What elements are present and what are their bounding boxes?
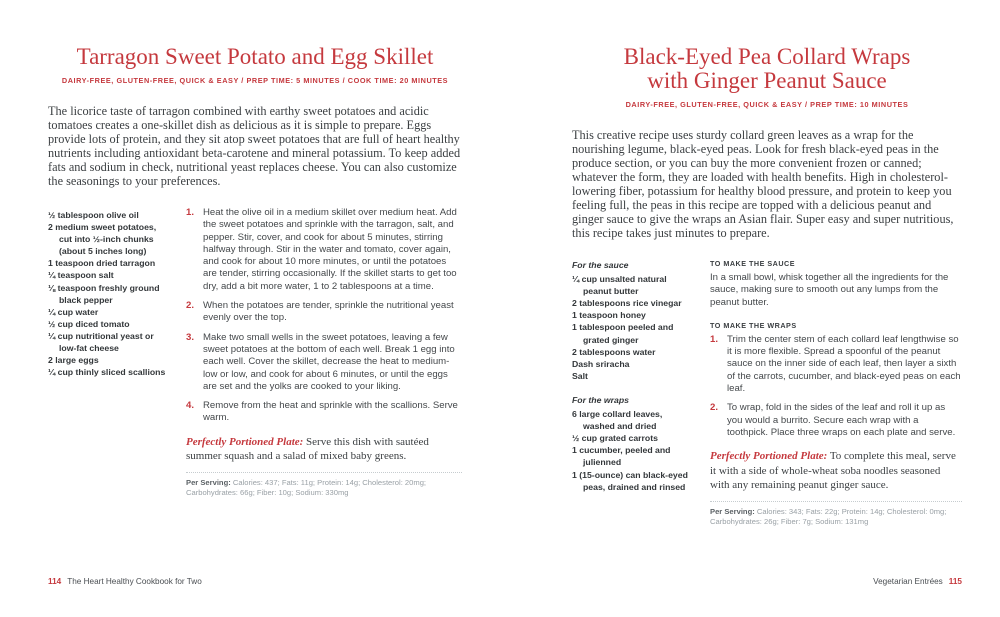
ingredient-item: Salt [572, 370, 588, 381]
ingredients-column-right [572, 259, 694, 527]
ingredient-item: ¼ cup water [48, 306, 99, 317]
make-sauce-heading: TO MAKE THE SAUCE [710, 259, 796, 268]
page-left [48, 45, 462, 498]
ingredient-item: 6 large collard leaves, washed and dried [572, 409, 663, 432]
wraps-ingredients-list [572, 408, 694, 493]
step-item [186, 300, 462, 325]
step-number: 2. [710, 402, 719, 414]
step-text: Heat the olive oil in a medium skillet over medium heat. Add the sweet potatoes and sprinkle with the tarragon, salt, and pepper. Stir, cover, and cook for about 5 minutes, stirring halfway through. Stir in the water and tomato, cover again, and cook for about 10 more minutes, or until the potatoes are tender, stirring occasionally. If the skillet starts to get too dry, add a bit more water, 1 to 2 tablespoons at a time. [203, 207, 457, 292]
recipe-intro-left: The licorice taste of tarragon combined with earthy sweet potatoes and acidic tomatoes creates a one-skillet dish as delicious as it is simple to prepare. Eggs provide lots of protein, and they sit atop sweet potatoes that are full of heart healthy nutrients including antioxidant beta-carotene and mineral potassium. To keep added fats and sodium in check, nutritional yeast replaces cheese. You can also customize the seasonings to your preferences. [48, 104, 461, 188]
step-text: To wrap, fold in the sides of the leaf and roll it up as you would a burrito. Secure each wrap with a toothpick. Place three wraps on each plate and serve. [727, 402, 956, 438]
ingredient-item: 2 tablespoons rice vinegar [572, 298, 682, 309]
step-text: Remove from the heat and sprinkle with the scallions. Serve warm. [203, 400, 458, 424]
plate-note-right [710, 449, 962, 493]
step-text: Make two small wells in the sweet potatoes, leaving a few sweet potatoes at the bottom of each well. Break 1 egg into each well. Cover the skillet, decrease the heat to medium-low or low, and cook for about 6 minutes, or until the eggs are set and the yolks are cooked to your liking. [203, 331, 455, 392]
ingredient-item: ¼ cup thinly sliced scallions [48, 367, 166, 378]
make-sauce-text: In a small bowl, whisk together all the ingredients for the sauce, making sure to smooth out any lumps from the peanut butter. [710, 272, 949, 308]
steps-list-left [186, 207, 462, 425]
step-text: Trim the center stem of each collard leaf lengthwise so it is more flexible. Spread a spoonful of the peanut sauce on the inner side of each leaf, then layer a sixth of the carrots, cucumber, and black-eyed peas on each leaf. [727, 333, 961, 395]
ingredient-item: ¼ cup nutritional yeast or low-fat cheese [48, 330, 154, 354]
recipe-title-line2: with Ginger Peanut Sauce [647, 68, 887, 93]
step-item [710, 334, 962, 395]
step-number: 4. [186, 400, 195, 412]
ingredient-item: ½ cup diced tomato [48, 318, 130, 329]
ingredients-list-left [48, 209, 170, 378]
wavy-divider [48, 194, 462, 199]
step-item [186, 207, 462, 293]
page-right [572, 45, 962, 527]
diet-tags-right: DAIRY-FREE, GLUTEN-FREE, QUICK & EASY / PREP TIME: 10 MINUTES [625, 100, 909, 109]
step-number: 2. [186, 300, 195, 312]
recipe-title-left: Tarragon Sweet Potato and Egg Skillet [76, 44, 434, 69]
footer-left [48, 577, 202, 586]
page-number-left: 114 [48, 577, 62, 586]
footer-right [873, 577, 962, 586]
per-serving-label: Per Serving: [186, 477, 231, 487]
ingredient-item: ½ tablespoon olive oil [48, 210, 139, 220]
ingredient-item: ¼ cup unsalted natural peanut butter [572, 274, 667, 297]
instructions-column-right [710, 259, 962, 527]
ingredient-group-heading: For the wraps [572, 394, 629, 405]
per-serving-values: Calories: 437; Fats: 11g; Protein: 14g; Cholesterol: 20mg; Carbohydrates: 66g; Fiber: 10g; Sodium: 330mg [186, 477, 427, 497]
per-serving-right [710, 501, 962, 527]
ingredient-item: ½ cup grated carrots [572, 433, 658, 444]
step-text: When the potatoes are tender, sprinkle the nutritional yeast evenly over the top. [203, 300, 454, 324]
recipe-body-right [572, 259, 962, 527]
ingredients-column-left [48, 207, 170, 498]
book-title: The Heart Healthy Cookbook for Two [67, 577, 202, 586]
plate-note-text: Serve this dish with sautéed summer squash and a salad of mixed baby greens. [186, 435, 429, 463]
ingredient-item: 2 large eggs [48, 355, 99, 366]
wavy-divider [572, 117, 962, 122]
per-serving-left [186, 472, 462, 498]
steps-list-right [710, 334, 962, 439]
step-item [710, 402, 962, 439]
ingredient-item: ⅛ teaspoon freshly ground black pepper [48, 282, 160, 305]
instructions-column-left [186, 207, 462, 498]
recipe-body-left [48, 207, 462, 498]
plate-note-left [186, 435, 462, 464]
ingredient-item: 2 medium sweet potatoes, cut into ½-inch chunks (about 5 inches long) [48, 222, 157, 257]
recipe-title-line1: Black-Eyed Pea Collard Wraps [623, 44, 911, 69]
per-serving-label: Per Serving: [710, 506, 755, 516]
ingredient-item: 2 tablespoons water [572, 346, 656, 357]
step-item [186, 332, 462, 393]
page-number-right: 115 [948, 577, 962, 586]
diet-tags-left: DAIRY-FREE, GLUTEN-FREE, QUICK & EASY / PREP TIME: 5 MINUTES / COOK TIME: 20 MINUTES [61, 76, 449, 85]
step-number: 1. [710, 333, 719, 345]
sauce-ingredients-list [572, 273, 694, 382]
step-number: 1. [186, 207, 195, 218]
ingredient-item: ¼ teaspoon salt [48, 270, 114, 281]
recipe-intro-right: This creative recipe uses sturdy collard green leaves as a wrap for the nourishing legume, black-eyed peas. Look for fresh black-eyed peas in the produce section, or you can buy the more convenient frozen or canned; whatever the form, they are loaded with health benefits. High in cholesterol-lowering fiber, potassium for healthy blood pressure, and protein to keep you feeling full, the peas in this recipe are topped with a delicious peanut and ginger sauce to give the wraps an Asian flair. Super easy and super nutritious, this recipe takes just minutes to prepare. [572, 128, 954, 240]
wavy-divider [572, 246, 962, 251]
ingredient-item: 1 cucumber, peeled and julienned [572, 445, 671, 468]
ingredient-item: 1 teaspoon dried tarragon [48, 258, 156, 269]
ingredient-item: 1 tablespoon peeled and grated ginger [572, 322, 674, 345]
per-serving-values: Calories: 343; Fats: 22g; Protein: 14g; Cholesterol: 0mg; Carbohydrates: 26g; Fiber: 7g; Sodium: 131mg [710, 506, 947, 526]
wavy-divider [48, 93, 462, 98]
section-title: Vegetarian Entrées [873, 577, 943, 586]
make-wraps-heading: TO MAKE THE WRAPS [710, 320, 797, 330]
ingredient-group-heading: For the sauce [572, 260, 629, 270]
ingredient-item: 1 teaspoon honey [572, 310, 646, 321]
plate-note-text: To complete this meal, serve it with a side of whole-wheat soba noodles seasoned with any remaining peanut ginger sauce. [710, 450, 956, 492]
step-number: 3. [186, 331, 195, 343]
plate-note-label: Perfectly Portioned Plate: [186, 435, 304, 448]
ingredient-item: Dash sriracha [572, 358, 630, 369]
step-item [186, 400, 462, 425]
recipe-title-right [572, 45, 962, 93]
ingredient-item: 1 (15-ounce) can black-eyed peas, drained and rinsed [572, 469, 688, 492]
plate-note-label: Perfectly Portioned Plate: [710, 450, 828, 463]
